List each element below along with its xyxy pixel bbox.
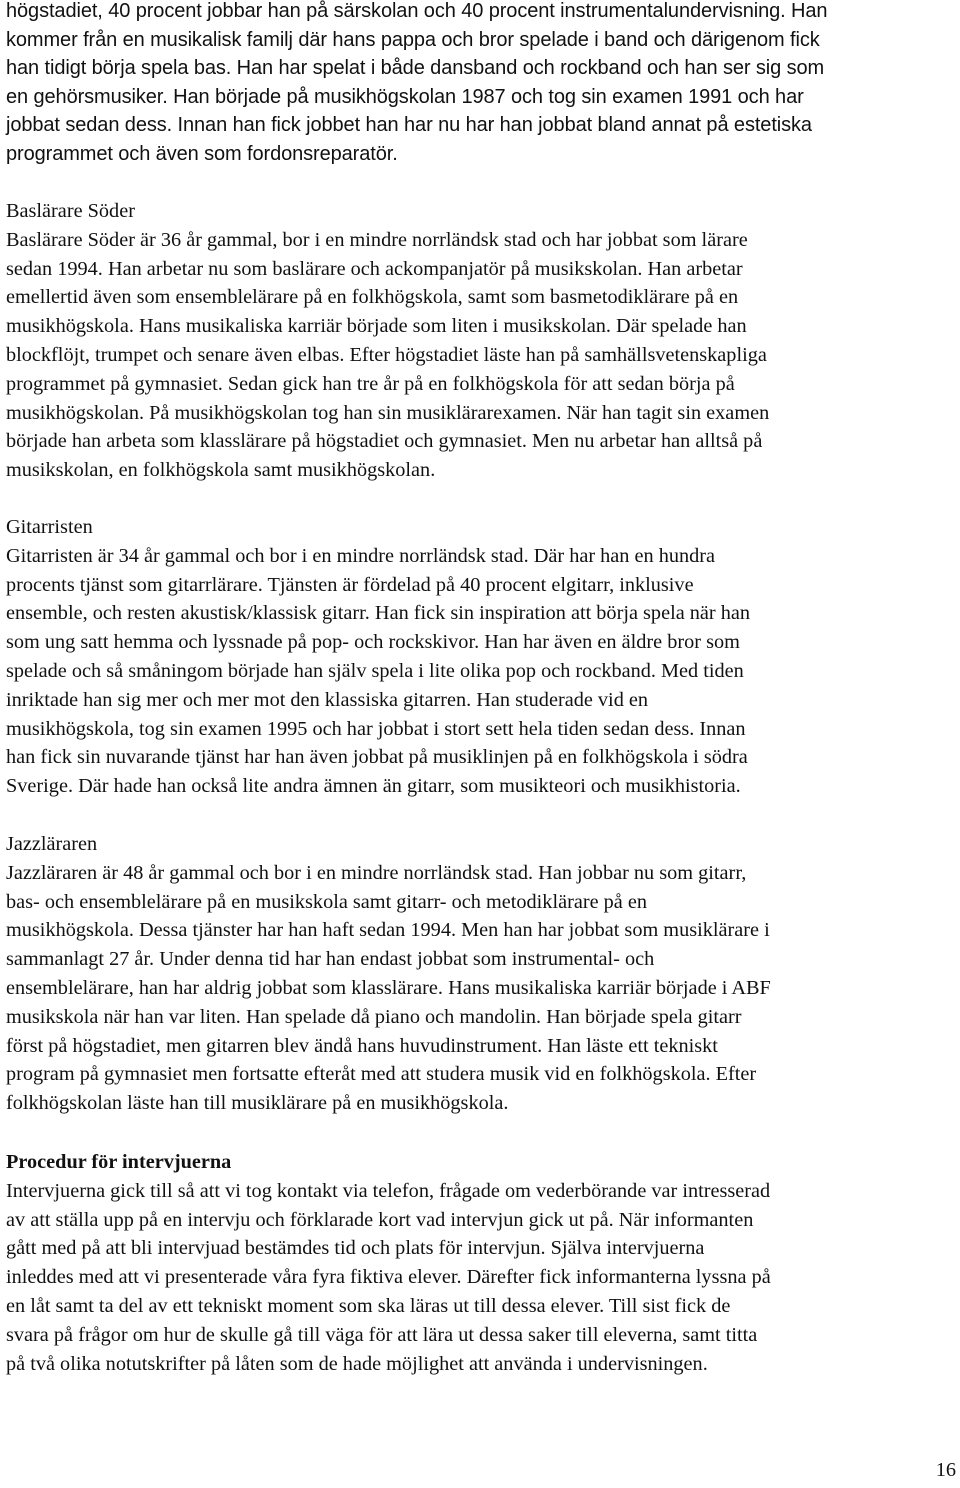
text-line: en låt samt ta del av ett tekniskt moment som ska läras ut till dessa elever. Till sist fick de [6,1294,731,1317]
text-line: en gehörsmusiker. Han började på musikhögskolan 1987 och tog sin examen 1991 och har [6,85,804,108]
section-heading: Procedur för intervjuerna [6,1151,232,1173]
text-line: gått med på att bli intervjuad bestämdes tid och plats för intervjun. Själva intervjuerna [6,1237,705,1260]
text-line: emellertid även som ensemblelärare på en folkhögskola, samt som basmetodiklärare på en [6,286,739,309]
procedur-section [6,1148,951,1378]
jazzlararen-section [6,830,951,1118]
text-line: först på högstadiet, men gitarren blev ändå hans huvudinstrument. Han läste ett tekniskt [6,1034,718,1057]
text-line: musikskolan, en folkhögskola samt musikhögskolan. [6,459,436,482]
text-line: spelade och så småningom började han själv spela i lite olika pop och rockband. Med tiden [6,659,744,682]
text-line: Intervjuerna gick till så att vi tog kontakt via telefon, frågade om vederbörande var intresserad [6,1179,771,1202]
page-number: 16 [935,1459,956,1481]
text-line: som ung satt hemma och lyssnade på pop- och rockskivor. Han har även en äldre bror som [6,631,740,654]
text-line: sammanlagt 27 år. Under denna tid har han endast jobbat som instrumental- och [6,948,655,971]
text-line: kommer från en musikalisk familj där hans pappa och bror spelade i band och därigenom fick [6,28,820,51]
text-line: programmet och även som fordonsreparatör. [6,142,398,165]
text-line: program på gymnasiet men fortsatte efteråt med att studera musik vid en folkhögskola. Efter [6,1063,757,1086]
text-line: han fick sin nuvarande tjänst har han även jobbat på musiklinjen på en folkhögskola i södra [6,746,748,769]
text-line: på två olika notutskrifter på låten som de hade möjlighet att använda i undervisningen. [6,1352,708,1375]
text-line: programmet på gymnasiet. Sedan gick han tre år på en folkhögskola för att sedan börja på [6,372,735,395]
text-line: musikskola när han var liten. Han spelade då piano och mandolin. Han började spela gitarr [6,1005,742,1028]
text-line: inriktade han sig mer och mer mot den klassiska gitarren. Han studerade vid en [6,688,649,711]
intro-paragraph [6,0,951,169]
text-line: musikhögskola, tog sin examen 1995 och har jobbat i stort sett hela tiden sedan dess. Innan [6,717,746,740]
text-line: jobbat sedan dess. Innan han fick jobbet han har nu har han jobbat bland annat på estetiska [6,114,812,137]
text-line: procents tjänst som gitarrlärare. Tjänsten är fördelad på 40 procent elgitarr, inklusive [6,573,694,596]
text-line: inleddes med att vi presenterade våra fyra fiktiva elever. Därefter fick informanterna lyssna på [6,1266,771,1289]
text-line: Sverige. Där hade han också lite andra ämnen än gitarr, som musikteori och musikhistoria. [6,775,741,798]
text-line: ensemble, och resten akustisk/klassisk gitarr. Han fick sin inspiration att börja spela när han [6,602,751,625]
text-line: folkhögskolan läste han till musiklärare på en musikhögskola. [6,1092,509,1115]
text-line: Baslärare Söder är 36 år gammal, bor i en mindre norrländsk stad och har jobbat som lärare [6,228,748,251]
gitarristen-section [6,513,951,801]
baslarare-section [6,197,951,485]
text-line: blockflöjt, trumpet och senare även elbas. Efter högstadiet läste han på samhällsvetenskapliga [6,343,767,366]
section-heading: Gitarristen [6,516,93,538]
section-heading: Jazzläraren [6,833,98,855]
text-line: musikhögskolan. På musikhögskolan tog han sin musiklärarexamen. När han tagit sin examen [6,401,770,424]
text-line: musikhögskola. Hans musikaliska karriär började som liten i musikskolan. Där spelade han [6,315,747,338]
text-line: han tidigt börja spela bas. Han har spelat i både dansband och rockband och han ser sig som [6,57,825,80]
text-line: av att ställa upp på en intervju och förklarade kort vad intervjun gick ut på. När informanten [6,1208,754,1231]
text-line: började han arbeta som klasslärare på högstadiet och gymnasiet. Men nu arbetar han alltså på [6,430,763,453]
text-line: Gitarristen är 34 år gammal och bor i en mindre norrländsk stad. Där har han en hundra [6,544,716,567]
document-page [6,0,951,1488]
text-line: musikhögskola. Dessa tjänster har han haft sedan 1994. Men han har jobbat som musiklärare i [6,919,770,942]
text-line: bas- och ensemblelärare på en musikskola samt gitarr- och metodiklärare på en [6,890,648,913]
text-line: svara på frågor om hur de skulle gå till väga för att lära ut dessa saker till eleverna, samt titta [6,1323,758,1346]
text-line: sedan 1994. Han arbetar nu som baslärare och ackompanjatör på musikskolan. Han arbetar [6,257,743,280]
text-line: ensemblelärare, han har aldrig jobbat som klasslärare. Hans musikaliska karriär började i ABF [6,976,771,999]
section-heading: Baslärare Söder [6,200,135,222]
text-line: Jazzläraren är 48 år gammal och bor i en mindre norrländsk stad. Han jobbar nu som gitarr, [6,861,747,884]
text-line: högstadiet, 40 procent jobbar han på särskolan och 40 procent instrumentalundervisning. Han [6,0,828,22]
